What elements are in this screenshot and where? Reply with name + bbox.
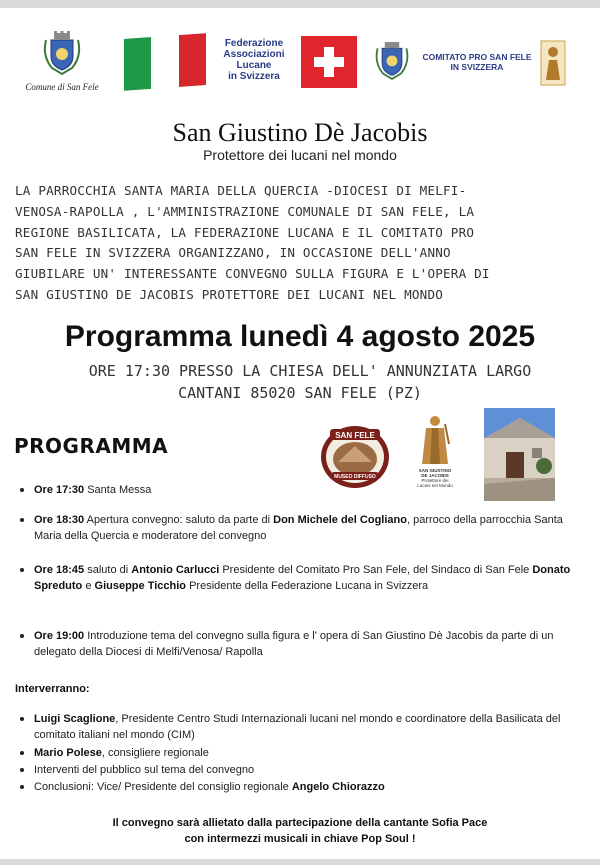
person-name: Don Michele del Cogliano: [273, 514, 407, 526]
federazione-text: Federazione Associazioni Lucane in Svizzera: [223, 38, 285, 82]
speaker-item: Conclusioni: Vice/ Presidente del consiglio regionale Angelo Chiorazzo: [15, 779, 585, 795]
schedule-item: Ore 18:30 Apertura convegno: saluto da parte di Don Michele del Cogliano, parroco della parrocchia Santa Maria della Quercia e moderatore del convegno: [15, 512, 585, 544]
person-name: Luigi Scaglione: [34, 713, 116, 725]
header-logos: [0, 30, 600, 100]
schedule-item: Ore 19:00 Introduzione tema del convegno sulla figura e l' opera di San Giustino Dè Jacobis da parte di un delegato della Diocesi di Melfi/Venosa/ Rapolla: [15, 628, 585, 660]
speaker-item: Interventi del pubblico sul tema del convegno: [15, 762, 585, 778]
person-name: Mario Polese: [34, 747, 102, 759]
schedule-item: Ore 17:30 Santa Messa: [15, 482, 585, 498]
person-name: Giuseppe Ticchio: [94, 580, 187, 592]
person-name: Angelo Chiorazzo: [291, 781, 385, 793]
intro-paragraph: LA PARROCCHIA SANTA MARIA DELLA QUERCIA -DIOCESI DI MELFI- VENOSA-RAPOLLA , L'AMMINISTRAZIONE COMUNALE DI SAN FELE, LA REGIONE BASILICATA, LA FEDERAZIONE LUCANA E IL COMITATO PRO SAN FELE IN SVIZZERA ORGANIZZANO, IN OCCASIONE DELL'ANNO GIUBILARE UN' INTERESSANTE CONVEGNO SULLA FIGURA E L'OPERA DI SAN GIUSTINO DE JACOBIS PROTETTORE DEI LUCANI NEL MONDO: [15, 183, 490, 302]
swiss-flag-icon: [301, 36, 357, 88]
svg-text:MUSEO DIFFUSO: MUSEO DIFFUSO: [334, 474, 376, 480]
schedule-time: Ore 18:30: [34, 514, 85, 526]
schedule-time: Ore 19:00: [34, 630, 85, 642]
saint-caption: SAN GIUSTINO DE JACOBIS Protettore dei Lucani nel Mondo: [417, 468, 453, 488]
closing-note: Il convegno sarà allietato dalla partecipazione della cantante Sofia Pace con intermezzi musicali in chiave Pop Soul !: [112, 817, 488, 845]
bottom-border: [0, 859, 600, 865]
schedule-time: Ore 17:30: [34, 484, 85, 496]
person-name: Donato Spreduto: [34, 564, 571, 592]
coat-of-arms-icon: [42, 30, 82, 76]
person-name: Antonio Carlucci: [131, 564, 220, 576]
speaker-item: Mario Polese, consigliere regionale: [15, 745, 585, 761]
saint-statue-icon: [418, 414, 452, 468]
page-subtitle: Protettore dei lucani nel mondo: [203, 147, 397, 163]
programma-heading: PROGRAMMA: [14, 434, 169, 458]
venue-text: ORE 17:30 PRESSO LA CHIESA DELL' ANNUNZIATA LARGO CANTANI 85020 SAN FELE (PZ): [88, 362, 532, 402]
comitato-logo: [372, 34, 572, 94]
svg-text:SAN FELE: SAN FELE: [335, 431, 375, 440]
interverranno-heading: Interverranno:: [15, 683, 90, 695]
comune-logo: [16, 30, 108, 100]
schedule-item: Ore 18:45 saluto di Antonio Carlucci Presidente del Comitato Pro San Fele, del Sindaco di San Fele Donato Spreduto e Giuseppe Ticchio Presidente della Federazione Lucana in Svizzera: [15, 562, 585, 594]
top-border: [0, 0, 600, 8]
italian-flag-icon: [124, 33, 206, 91]
museo-badge-icon: [318, 424, 392, 490]
coat-of-arms-icon: [374, 38, 410, 82]
program-date-heading: Programma lunedì 4 agosto 2025: [64, 320, 536, 353]
saint-emblem-icon: [540, 40, 566, 86]
comune-caption: Comune di San Fele: [25, 82, 99, 92]
comitato-text: COMITATO PRO SAN FELE IN SVIZZERA: [422, 52, 532, 72]
page-title: San Giustino Dè Jacobis: [172, 118, 428, 147]
schedule-time: Ore 18:45: [34, 564, 85, 576]
speaker-item: Luigi Scaglione, Presidente Centro Studi Internazionali lucani nel mondo e coordinatore della Basilicata del comitato italiani nel mondo (CIM): [15, 711, 585, 743]
